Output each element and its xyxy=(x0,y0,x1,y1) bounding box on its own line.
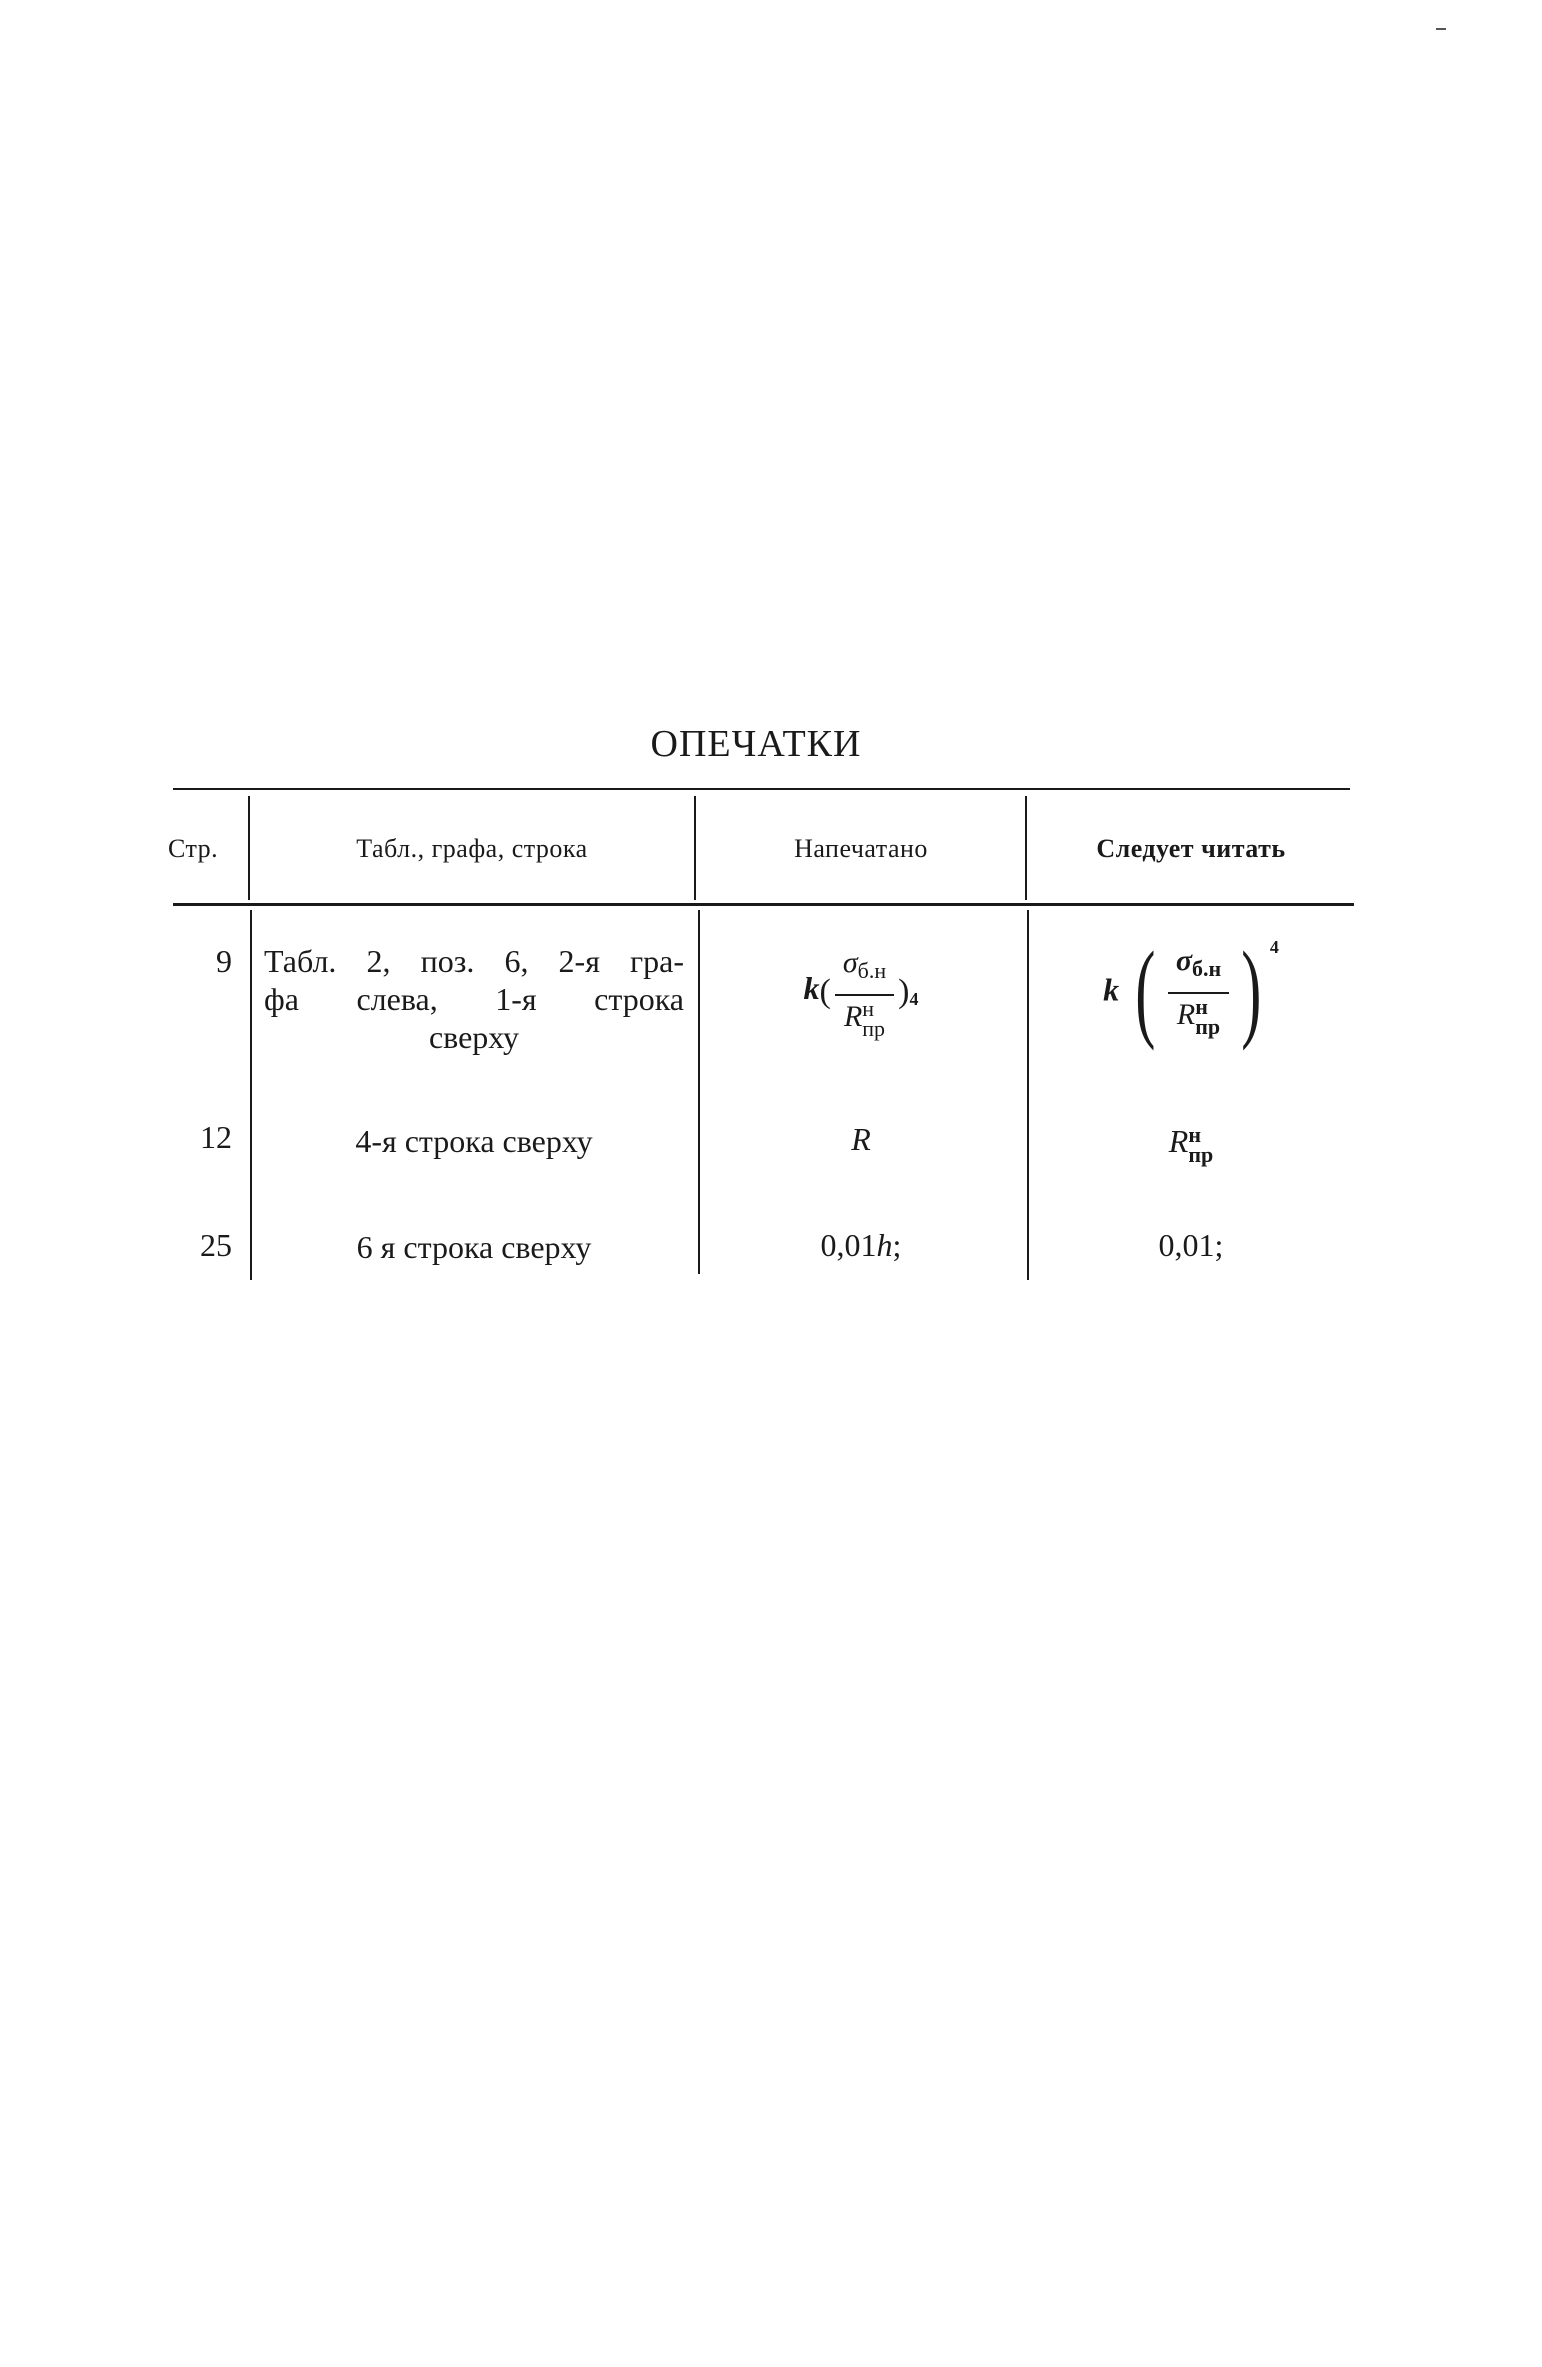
row3-printed: 0,01h; xyxy=(820,1227,902,1263)
row3-page: 25 xyxy=(200,1227,232,1263)
column-divider-1-body xyxy=(250,910,252,1280)
column-divider-3-header xyxy=(1025,796,1027,900)
header-printed: Напечатано xyxy=(794,834,928,863)
page-corner-mark xyxy=(1436,28,1446,30)
row2-page: 12 xyxy=(200,1119,232,1155)
row1-printed-numerator: $\sigma_{б.н}$ xyxy=(842,946,887,983)
row1-read-as-fraction xyxy=(1168,942,1229,1040)
row1-printed-close-paren: ) xyxy=(898,972,910,1010)
row1-read-as-numerator: $\sigma_{б.н}$ xyxy=(1175,944,1222,982)
row2-printed: R xyxy=(851,1121,871,1157)
row1-printed-open-paren: ( xyxy=(819,972,831,1010)
column-divider-3-body xyxy=(1027,910,1029,1280)
table-top-rule xyxy=(173,788,1350,790)
header-page: Стр. xyxy=(168,834,219,863)
row3-read-as: 0,01; xyxy=(1158,1227,1224,1263)
column-divider-1-header xyxy=(248,796,250,900)
table-header-rule xyxy=(173,903,1354,906)
row1-printed-power: 4 xyxy=(909,988,919,1009)
row2-read-as: R н пр xyxy=(1168,1121,1214,1167)
header-location: Табл., графа, строка xyxy=(356,834,588,863)
row1-location-line1: Табл. 2, поз. 6, 2-я гра- xyxy=(264,943,684,979)
row1-location-line2: фа слева, 1-я строка xyxy=(264,981,684,1017)
row1-location xyxy=(264,942,684,1056)
row1-printed-denominator: R н пр xyxy=(843,996,886,1042)
row2-location: 4-я строка сверху xyxy=(355,1123,593,1159)
row3-location: 6 я строка сверху xyxy=(356,1229,592,1265)
row1-read-as-formula xyxy=(1030,928,1352,1051)
errata-title: ОПЕЧАТКИ xyxy=(650,723,862,765)
row1-printed-formula xyxy=(700,944,1022,1042)
row1-printed-k: k xyxy=(803,969,820,1006)
row1-read-as-open-paren: ( xyxy=(1135,928,1156,1051)
row1-page: 9 xyxy=(216,943,232,979)
column-divider-2-header xyxy=(694,796,696,900)
row1-location-line3: сверху xyxy=(428,1019,520,1055)
row1-read-as-denominator: R н пр xyxy=(1176,994,1221,1040)
row1-printed-fraction xyxy=(835,944,894,1042)
row1-read-as-close-paren: ) xyxy=(1241,928,1262,1051)
row1-read-as-power: 4 xyxy=(1269,937,1279,957)
header-read-as: Следует читать xyxy=(1096,834,1286,863)
row1-read-as-k: k xyxy=(1103,971,1120,1008)
